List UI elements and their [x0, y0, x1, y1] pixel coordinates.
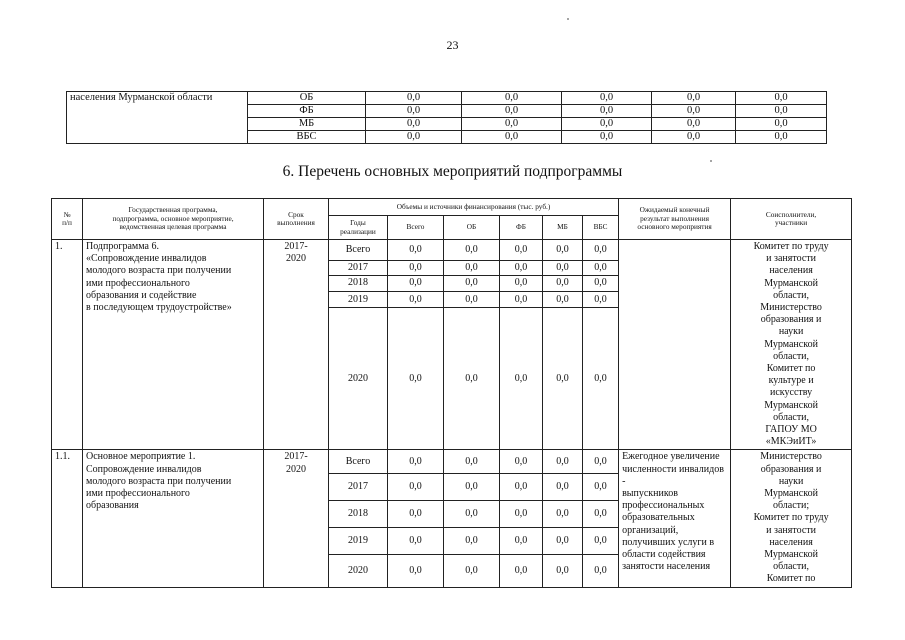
- value-cell: [543, 474, 583, 501]
- value-cell-text: 0,0: [594, 243, 607, 255]
- value-cell: [543, 500, 583, 527]
- value-cell: 0,0: [562, 118, 652, 131]
- value-cell-text: 0,0: [594, 534, 607, 546]
- value-cell-text: 0,0: [514, 455, 528, 467]
- value-cell-text: 0,0: [409, 534, 422, 546]
- item-participants-cell-text: Министерство образования и науки Мурманской области; Комитет по труду и занятости населения Мурманской области, Комитет по: [753, 451, 829, 585]
- value-cell: 0,0: [652, 118, 736, 131]
- value-cell-text: 0,0: [556, 261, 569, 273]
- value-cell-text: 0,0: [514, 480, 528, 492]
- value-cell: 0,0: [366, 92, 462, 105]
- value-cell: 0,0: [652, 131, 736, 144]
- value-cell-text: 0,0: [409, 564, 422, 576]
- header-result: Ожидаемый конечный результат выполнения основного мероприятия: [619, 199, 731, 240]
- activities-table: [51, 198, 852, 588]
- value-cell-text: 0,0: [556, 507, 569, 519]
- table-row: [52, 240, 852, 261]
- value-cell-text: 0,0: [409, 293, 422, 305]
- value-cell: [388, 261, 444, 276]
- item-name-cell: [83, 240, 264, 450]
- value-cell-text: 0,0: [465, 507, 478, 519]
- value-cell: 0,0: [562, 105, 652, 118]
- value-cell: [583, 292, 619, 308]
- value-cell: 0,0: [736, 105, 827, 118]
- value-cell: [388, 292, 444, 308]
- value-cell-text: 0,0: [556, 534, 569, 546]
- item-result-cell-text: Ежегодное увеличение численности инвалидов - выпускников профессиональных образовательных организаций, получивших услуги в области содействия занятости населения: [622, 451, 724, 573]
- value-cell: 0,0: [736, 131, 827, 144]
- header-ob: ОБ: [444, 216, 500, 240]
- value-cell-text: 0,0: [465, 534, 478, 546]
- value-cell: [583, 276, 619, 292]
- year-cell: [329, 292, 388, 308]
- value-cell: 0,0: [462, 118, 562, 131]
- year-cell: [329, 276, 388, 292]
- value-cell-text: 0,0: [465, 293, 478, 305]
- item-number-cell: [52, 450, 83, 587]
- value-cell-text: 0,0: [409, 480, 422, 492]
- section-title: 6. Перечень основных мероприятий подпрограммы: [282, 163, 623, 180]
- funding-source-cell: ВБС: [248, 131, 366, 144]
- value-cell: 0,0: [652, 92, 736, 105]
- header-num: № п/п: [52, 199, 83, 240]
- value-cell: [500, 308, 543, 450]
- value-cell: [388, 276, 444, 292]
- value-cell-text: 0,0: [409, 507, 422, 519]
- value-cell-text: 0,0: [465, 243, 478, 255]
- value-cell-text: 0,0: [594, 480, 607, 492]
- scan-speck: [567, 18, 569, 20]
- value-cell-text: 0,0: [409, 261, 422, 273]
- table-header-row: [52, 199, 852, 216]
- value-cell: [500, 500, 543, 527]
- value-cell: [500, 450, 543, 474]
- value-cell: [444, 240, 500, 261]
- value-cell-text: 0,0: [409, 455, 422, 467]
- year-cell: [329, 308, 388, 450]
- value-cell: [583, 474, 619, 501]
- value-cell: [583, 308, 619, 450]
- value-cell: 0,0: [462, 105, 562, 118]
- value-cell: 0,0: [652, 105, 736, 118]
- year-cell-text: 2019: [348, 534, 368, 546]
- item-number-cell-text: 1.1.: [55, 451, 70, 463]
- value-cell: 0,0: [366, 118, 462, 131]
- value-cell-text: 0,0: [514, 277, 528, 289]
- item-term-cell: [264, 450, 329, 587]
- header-mb: МБ: [543, 216, 583, 240]
- value-cell-text: 0,0: [556, 277, 569, 289]
- year-cell-text: 2020: [348, 372, 368, 384]
- value-cell-text: 0,0: [514, 243, 528, 255]
- year-cell-text: 2017: [348, 480, 368, 492]
- year-cell: [329, 450, 388, 474]
- value-cell-text: 0,0: [556, 564, 569, 576]
- year-cell-text: 2018: [348, 277, 368, 289]
- value-cell: [543, 308, 583, 450]
- header-term: Срок выполнения: [264, 199, 329, 240]
- value-cell: [500, 527, 543, 554]
- table-row: [52, 450, 852, 474]
- item-term-cell-text: 2017- 2020: [284, 451, 308, 475]
- value-cell: [444, 474, 500, 501]
- year-cell-text: Всего: [345, 455, 371, 467]
- header-funding: Объемы и источники финансирования (тыс. руб.): [329, 199, 619, 216]
- year-cell: [329, 240, 388, 261]
- item-name-cell: [83, 450, 264, 587]
- value-cell-text: 0,0: [556, 372, 569, 384]
- value-cell: [444, 276, 500, 292]
- value-cell-text: 0,0: [594, 277, 607, 289]
- value-cell: [543, 527, 583, 554]
- value-cell: [583, 450, 619, 474]
- value-cell-text: 0,0: [556, 243, 569, 255]
- value-cell: [500, 474, 543, 501]
- item-term-cell-text: 2017- 2020: [284, 241, 308, 265]
- value-cell: 0,0: [366, 105, 462, 118]
- year-cell: [329, 527, 388, 554]
- header-years: Годы реализации: [329, 216, 388, 240]
- value-cell: [444, 261, 500, 276]
- item-participants-cell-text: Комитет по труду и занятости населения Мурманской области, Министерство образования и науки Мурманской области, Комитет по культуре и искусству Мурманской области, ГАПОУ МО «МКЭиИТ»: [753, 241, 829, 448]
- value-cell: [500, 554, 543, 587]
- value-cell: [500, 240, 543, 261]
- page-number: 23: [446, 38, 459, 52]
- value-cell: [388, 554, 444, 587]
- value-cell: [444, 292, 500, 308]
- value-cell-text: 0,0: [465, 480, 478, 492]
- item-name-cell-text: Основное мероприятие 1. Сопровождение инвалидов молодого возраста при получении ими профессионального образования: [86, 451, 232, 512]
- value-cell-text: 0,0: [556, 480, 569, 492]
- item-name-cell-text: Подпрограмма 6. «Сопровождение инвалидов молодого возраста при получении ими профессионального образования и содействие в последующем трудоустройстве»: [86, 241, 232, 314]
- year-cell-text: 2020: [348, 564, 368, 576]
- value-cell: [444, 527, 500, 554]
- value-cell-text: 0,0: [409, 372, 422, 384]
- item-participants-cell: [731, 240, 852, 450]
- value-cell: [543, 261, 583, 276]
- value-cell-text: 0,0: [594, 455, 607, 467]
- value-cell: [583, 527, 619, 554]
- value-cell: 0,0: [736, 118, 827, 131]
- year-cell: [329, 474, 388, 501]
- year-cell: [329, 554, 388, 587]
- year-cell: [329, 500, 388, 527]
- item-term-cell: [264, 240, 329, 450]
- value-cell: [388, 500, 444, 527]
- header-vbs: ВБС: [583, 216, 619, 240]
- year-cell-text: 2018: [348, 507, 368, 519]
- value-cell-text: 0,0: [465, 564, 478, 576]
- item-result-cell: [619, 240, 731, 450]
- value-cell-text: 0,0: [556, 455, 569, 467]
- value-cell: [583, 500, 619, 527]
- value-cell: [543, 276, 583, 292]
- value-cell: [388, 240, 444, 261]
- value-cell-text: 0,0: [514, 261, 528, 273]
- value-cell: [444, 554, 500, 587]
- value-cell: [500, 261, 543, 276]
- funding-continuation-table: [66, 91, 827, 144]
- header-participants: Соисполнители, участники: [731, 199, 852, 240]
- value-cell: [388, 308, 444, 450]
- value-cell-text: 0,0: [594, 293, 607, 305]
- value-cell: [543, 240, 583, 261]
- funding-source-cell: ОБ: [248, 92, 366, 105]
- value-cell: [500, 292, 543, 308]
- header-total: Всего: [388, 216, 444, 240]
- value-cell: [543, 450, 583, 474]
- item-participants-cell: [731, 450, 852, 587]
- value-cell: [388, 474, 444, 501]
- header-fb: ФБ: [500, 216, 543, 240]
- year-cell-text: 2017: [348, 261, 368, 273]
- value-cell-text: 0,0: [514, 564, 528, 576]
- value-cell: 0,0: [366, 131, 462, 144]
- item-number-cell: [52, 240, 83, 450]
- year-cell: [329, 261, 388, 276]
- value-cell-text: 0,0: [594, 564, 607, 576]
- value-cell-text: 0,0: [556, 293, 569, 305]
- value-cell: [388, 450, 444, 474]
- item-result-cell: [619, 450, 731, 587]
- value-cell: [583, 240, 619, 261]
- value-cell-text: 0,0: [465, 455, 478, 467]
- value-cell: 0,0: [562, 131, 652, 144]
- value-cell-text: 0,0: [514, 534, 528, 546]
- funding-source-cell: ФБ: [248, 105, 366, 118]
- value-cell: [583, 261, 619, 276]
- scan-speck: [710, 160, 712, 162]
- value-cell: [500, 276, 543, 292]
- value-cell: [583, 554, 619, 587]
- value-cell: 0,0: [462, 131, 562, 144]
- value-cell: 0,0: [562, 92, 652, 105]
- value-cell: [444, 450, 500, 474]
- value-cell-text: 0,0: [409, 277, 422, 289]
- value-cell-text: 0,0: [465, 277, 478, 289]
- value-cell-text: 0,0: [514, 507, 528, 519]
- value-cell-text: 0,0: [594, 372, 607, 384]
- value-cell-text: 0,0: [514, 372, 528, 384]
- value-cell: [444, 308, 500, 450]
- year-cell-text: 2019: [348, 293, 368, 305]
- value-cell: 0,0: [462, 92, 562, 105]
- item-number-cell-text: 1.: [55, 241, 63, 252]
- value-cell: [388, 527, 444, 554]
- funding-source-cell: МБ: [248, 118, 366, 131]
- value-cell-text: 0,0: [465, 261, 478, 273]
- value-cell-text: 0,0: [594, 507, 607, 519]
- value-cell-text: 0,0: [594, 261, 607, 273]
- value-cell: [543, 554, 583, 587]
- value-cell-text: 0,0: [465, 372, 478, 384]
- header-program: Государственная программа, подпрограмма, основное мероприятие, ведомственная целевая программа: [83, 199, 264, 240]
- value-cell: [444, 500, 500, 527]
- value-cell: 0,0: [736, 92, 827, 105]
- value-cell: [543, 292, 583, 308]
- value-cell-text: 0,0: [409, 243, 422, 255]
- row-label: населения Мурманской области: [67, 92, 248, 144]
- year-cell-text: Всего: [345, 243, 371, 255]
- table-row: [67, 92, 827, 105]
- value-cell-text: 0,0: [514, 293, 528, 305]
